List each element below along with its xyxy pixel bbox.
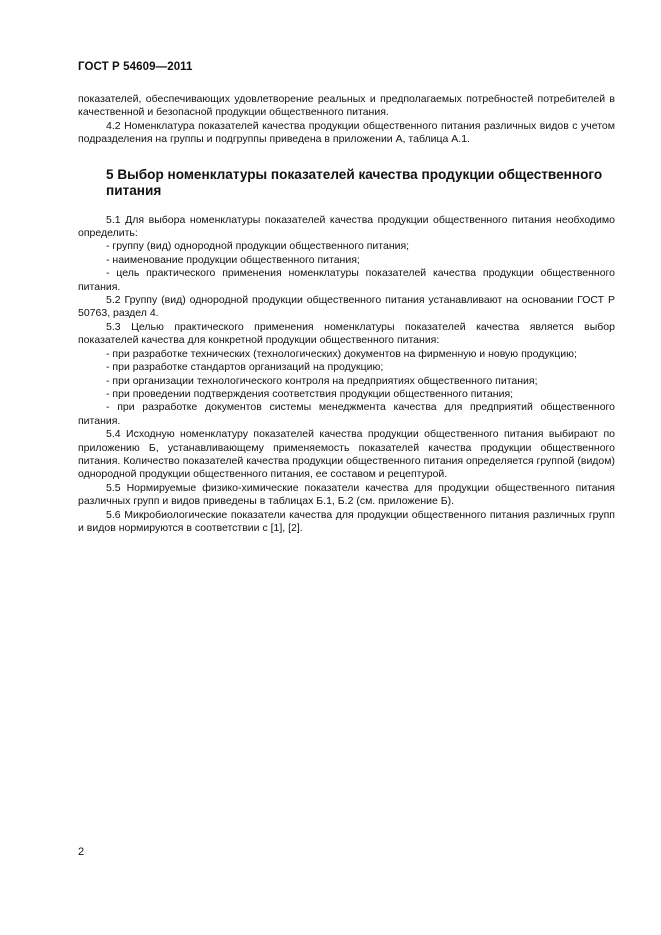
list-item: - группу (вид) однородной продукции общественного питания; bbox=[106, 240, 410, 253]
section-5-title: 5 Выбор номенклатуры показателей качества продукции общественного питания bbox=[106, 166, 603, 199]
page-number: 2 bbox=[78, 846, 85, 858]
paragraph-5-5: 5.5 Нормируемые физико-химические показатели качества для продукции общественного питания различных групп и видов приведены в таблицах Б.1, Б.2 (см. приложение Б). bbox=[78, 481, 615, 508]
document-code-header: ГОСТ Р 54609—2011 bbox=[78, 61, 193, 73]
paragraph-5-2: 5.2 Группу (вид) однородной продукции общественного питания устанавливают на основании ГОСТ Р 50763, раздел 4. bbox=[78, 294, 615, 320]
list-item: - при организации технологического контроля на предприятиях общественного питания; bbox=[106, 374, 538, 387]
paragraph-4-2: 4.2 Номенклатура показателей качества продукции общественного питания различных видов с учетом подразделения на группы и подгруппы приведена в приложении А, таблица А.1. bbox=[78, 119, 615, 146]
page-content bbox=[78, 93, 615, 535]
list-item: - при разработке документов системы менеджмента качества для предприятий общественного питания. bbox=[78, 401, 615, 427]
paragraph-5-3: 5.3 Целью практического применения номенклатуры показателей качества является выбор показателей качества для конкретной продукции общественного питания: bbox=[78, 320, 615, 347]
list-item: - при разработке технических (технологических) документов на фирменную и новую продукцию; bbox=[106, 347, 577, 360]
list-item: - при разработке стандартов организаций на продукцию; bbox=[106, 361, 384, 374]
list-item: - наименование продукции общественного питания; bbox=[106, 253, 360, 266]
list-item: - при проведении подтверждения соответствия продукции общественного питания; bbox=[106, 387, 514, 400]
list-item: - цель практического применения номенклатуры показателей качества продукции общественного питания. bbox=[78, 267, 615, 293]
paragraph-5-1: 5.1 Для выбора номенклатуры показателей качества продукции общественного питания необходимо определить: bbox=[78, 213, 615, 240]
continued-paragraph: показателей, обеспечивающих удовлетворение реальных и предполагаемых потребностей потребителей в качественной и безопасной продукции общественного питания. bbox=[78, 93, 615, 119]
paragraph-5-4: 5.4 Исходную номенклатуру показателей качества продукции общественного питания выбирают по приложению Б, устанавливающему применяемость показателей качества продукции общественного питания. Количество показателей качества продукции общественного питания определяется группой (видом) однородной продукции общественного питания, ее составом и рецептурой. bbox=[78, 428, 615, 481]
paragraph-5-6: 5.6 Микробиологические показатели качества для продукции общественного питания различных групп и видов нормируются в соответствии с [1], [2]. bbox=[78, 508, 615, 534]
